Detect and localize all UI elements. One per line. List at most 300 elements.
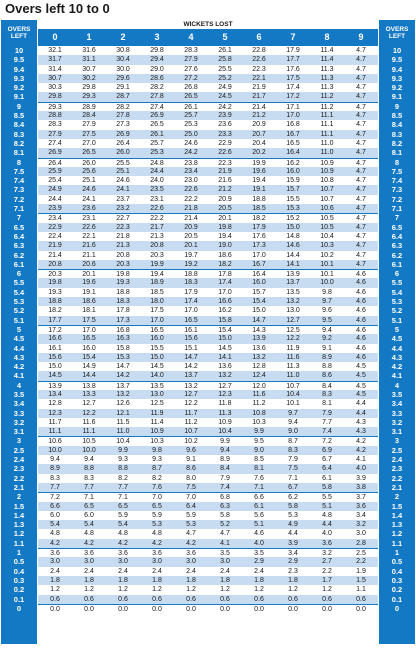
table-cell: 7.1	[254, 483, 264, 491]
table-cell: 5.1	[322, 502, 332, 510]
table-cell: 4.0	[254, 539, 264, 547]
table-row	[38, 158, 378, 167]
overs-left-label-right: 3.3	[391, 408, 403, 418]
table-cell: 16.5	[184, 316, 198, 324]
table-cell: 18.6	[218, 251, 232, 259]
overs-left-label-right: 5.3	[391, 297, 403, 307]
table-cell: 9.1	[322, 344, 332, 352]
table-cell: 13.5	[150, 382, 164, 390]
table-cell: 1.8	[254, 576, 264, 584]
table-cell: 13.9	[252, 335, 266, 343]
resource-grid	[38, 20, 378, 644]
overs-left-label-left: 5	[16, 324, 22, 334]
table-row	[38, 195, 378, 204]
overs-left-header-right: OVERS LEFT	[385, 26, 409, 40]
table-cell: 17.8	[218, 271, 232, 279]
table-cell: 19.8	[218, 223, 232, 231]
overs-left-label-right: 0.2	[391, 585, 403, 595]
table-cell: 11.2	[252, 400, 266, 408]
table-cell: 7.9	[288, 456, 298, 464]
table-cell: 15.9	[286, 177, 300, 185]
table-cell: 26.9	[150, 112, 164, 120]
table-cell: 1.8	[152, 576, 162, 584]
overs-left-label-left: 6.5	[13, 222, 25, 232]
overs-left-label-right: 9.1	[391, 92, 403, 102]
table-cell: 22.8	[252, 47, 266, 54]
table-cell: 1.8	[186, 576, 196, 584]
table-cell: 25.6	[82, 167, 96, 175]
table-cell: 27.9	[82, 121, 96, 129]
table-cell: 2.8	[356, 539, 366, 547]
overs-left-label-left: 1.3	[13, 520, 25, 530]
overs-left-label-right: 2	[394, 492, 400, 502]
table-cell: 19.0	[218, 242, 232, 250]
table-cell: 1.2	[118, 586, 128, 594]
table-cell: 31.4	[48, 65, 62, 73]
table-row	[38, 148, 378, 157]
table-cell: 15.8	[218, 316, 232, 324]
table-cell: 11.9	[286, 344, 300, 352]
table-cell: 21.3	[116, 242, 130, 250]
overs-left-label-right: 1.4	[391, 510, 403, 520]
table-cell: 12.1	[116, 409, 130, 417]
table-cell: 14.1	[286, 260, 300, 268]
table-cell: 5.8	[220, 511, 230, 519]
table-cell: 9.0	[288, 428, 298, 436]
table-row	[38, 567, 378, 576]
table-cell: 8.1	[322, 400, 332, 408]
table-cell: 15.0	[48, 363, 62, 371]
table-cell: 13.9	[286, 271, 300, 279]
table-cell: 30.7	[48, 74, 62, 82]
table-cell: 23.0	[184, 177, 198, 185]
table-cell: 9.4	[50, 456, 60, 464]
table-cell: 10.5	[82, 438, 96, 446]
overs-left-label-left: 4.3	[13, 352, 25, 362]
table-cell: 12.2	[184, 400, 198, 408]
overs-left-label-left: 4.1	[13, 371, 25, 381]
table-cell: 13.5	[286, 288, 300, 296]
table-cell: 14.7	[252, 316, 266, 324]
table-cell: 18.5	[150, 288, 164, 296]
table-cell: 16.1	[48, 344, 62, 352]
table-cell: 8.6	[186, 465, 196, 473]
table-cell: 7.1	[288, 474, 298, 482]
table-cell: 3.0	[84, 558, 94, 566]
table-cell: 10.9	[320, 159, 334, 167]
overs-left-label-right: 9.4	[391, 64, 403, 74]
table-cell: 10.1	[320, 271, 334, 279]
overs-left-label-right: 0.3	[391, 575, 403, 585]
table-cell: 13.2	[184, 382, 198, 390]
table-cell: 22.3	[218, 159, 232, 167]
table-cell: 4.7	[356, 186, 366, 194]
table-cell: 10.3	[252, 418, 266, 426]
table-cell: 25.4	[48, 177, 62, 185]
table-cell: 4.5	[356, 363, 366, 371]
table-cell: 23.4	[184, 167, 198, 175]
overs-left-label-right: 4.5	[391, 334, 403, 344]
table-cell: 24.1	[82, 195, 96, 203]
table-cell: 23.7	[116, 195, 130, 203]
table-cell: 1.2	[50, 586, 60, 594]
table-cell: 14.9	[82, 363, 96, 371]
overs-left-label-left: 9.5	[13, 55, 25, 65]
wickets-header-cell: 5	[222, 32, 228, 42]
table-row	[38, 102, 378, 111]
table-cell: 26.1	[218, 47, 232, 54]
table-cell: 27.3	[116, 121, 130, 129]
table-cell: 15.5	[286, 195, 300, 203]
table-cell: 12.3	[48, 409, 62, 417]
table-cell: 0.6	[322, 595, 332, 603]
table-cell: 7.4	[220, 483, 230, 491]
table-cell: 9.1	[186, 456, 196, 464]
table-cell: 29.8	[150, 47, 164, 54]
table-cell: 7.0	[152, 494, 162, 502]
table-cell: 28.7	[116, 93, 130, 101]
overs-left-label-left: 9.3	[13, 73, 25, 83]
table-cell: 16.0	[252, 279, 266, 287]
table-cell: 1.8	[118, 576, 128, 584]
table-cell: 8.7	[152, 465, 162, 473]
table-cell: 10.4	[218, 428, 232, 436]
table-cell: 14.8	[286, 232, 300, 240]
table-cell: 10.7	[286, 382, 300, 390]
table-cell: 1.1	[356, 586, 366, 594]
overs-left-label-left: 1.4	[13, 510, 25, 520]
table-cell: 22.1	[82, 232, 96, 240]
table-cell: 16.5	[286, 139, 300, 147]
table-cell: 17.0	[286, 112, 300, 120]
table-cell: 1.8	[50, 576, 60, 584]
overs-left-label-left: 0.2	[13, 585, 25, 595]
table-cell: 7.6	[152, 483, 162, 491]
table-cell: 7.2	[322, 438, 332, 446]
table-cell: 0.0	[220, 605, 230, 613]
table-row	[38, 251, 378, 260]
table-row	[38, 390, 378, 399]
table-cell: 9.7	[288, 409, 298, 417]
table-row	[38, 204, 378, 213]
table-row	[38, 520, 378, 529]
resource-table	[0, 20, 416, 644]
table-cell: 11.3	[320, 84, 334, 92]
table-row	[38, 278, 378, 287]
table-cell: 4.8	[84, 530, 94, 538]
overs-left-label-left: 8.5	[13, 111, 25, 121]
table-cell: 5.9	[118, 511, 128, 519]
table-cell: 11.4	[150, 418, 164, 426]
overs-left-label-left: 2.1	[13, 482, 25, 492]
table-cell: 13.7	[116, 382, 130, 390]
table-cell: 18.2	[218, 260, 232, 268]
table-cell: 24.8	[150, 159, 164, 167]
overs-left-label-right: 7.1	[391, 204, 403, 214]
table-cell: 22.6	[82, 223, 96, 231]
table-cell: 21.4	[252, 103, 266, 111]
table-cell: 2.4	[186, 567, 196, 575]
table-cell: 20.3	[116, 260, 130, 268]
table-row	[38, 130, 378, 139]
overs-left-label-right: 10	[392, 46, 402, 55]
overs-left-label-left: 0.3	[13, 575, 25, 585]
table-cell: 5.3	[152, 521, 162, 529]
table-cell: 10.7	[320, 186, 334, 194]
overs-left-label-right: 0.1	[391, 594, 403, 604]
table-cell: 2.7	[322, 558, 332, 566]
table-cell: 17.5	[286, 74, 300, 82]
table-cell: 17.4	[218, 279, 232, 287]
table-cell: 8.2	[152, 474, 162, 482]
table-cell: 20.4	[252, 139, 266, 147]
overs-left-label-right: 4.1	[391, 371, 403, 381]
table-cell: 11.6	[286, 353, 300, 361]
table-cell: 14.2	[116, 372, 130, 380]
table-cell: 1.2	[288, 586, 298, 594]
table-cell: 20.7	[252, 130, 266, 138]
table-cell: 14.1	[218, 353, 232, 361]
table-cell: 7.1	[84, 494, 94, 502]
table-cell: 10.8	[320, 177, 334, 185]
table-cell: 11.1	[320, 130, 334, 138]
overs-left-label-left: 3.4	[13, 399, 25, 409]
table-cell: 22.4	[48, 232, 62, 240]
overs-left-label-left: 8	[16, 157, 22, 167]
table-cell: 26.1	[184, 103, 198, 111]
wickets-header-cell: 6	[256, 32, 262, 42]
table-cell: 15.8	[116, 344, 130, 352]
table-cell: 2.3	[288, 567, 298, 575]
table-cell: 14.6	[286, 242, 300, 250]
table-cell: 4.2	[152, 539, 162, 547]
table-cell: 25.1	[82, 177, 96, 185]
table-row	[38, 409, 378, 418]
table-row	[38, 232, 378, 241]
table-cell: 4.6	[356, 307, 366, 315]
overs-left-label-left: 4.5	[13, 334, 25, 344]
table-cell: 21.3	[150, 232, 164, 240]
table-cell: 4.7	[356, 103, 366, 111]
table-cell: 24.4	[48, 195, 62, 203]
table-cell: 0.6	[118, 595, 128, 603]
table-cell: 5.9	[152, 511, 162, 519]
table-cell: 12.2	[286, 335, 300, 343]
table-cell: 5.5	[322, 494, 332, 502]
table-cell: 28.3	[184, 47, 198, 54]
table-cell: 3.0	[118, 558, 128, 566]
table-cell: 16.0	[150, 335, 164, 343]
table-cell: 16.5	[82, 335, 96, 343]
overs-left-label-left: 5.3	[13, 297, 25, 307]
table-cell: 16.4	[252, 271, 266, 279]
table-cell: 4.1	[356, 456, 366, 464]
table-row	[38, 241, 378, 250]
overs-left-label-left: 7.4	[13, 176, 25, 186]
table-cell: 24.1	[116, 186, 130, 194]
table-cell: 32.1	[48, 47, 62, 54]
table-cell: 29.4	[150, 56, 164, 64]
table-cell: 4.7	[356, 149, 366, 157]
table-cell: 0.0	[84, 605, 94, 613]
table-cell: 4.7	[356, 139, 366, 147]
table-cell: 4.7	[356, 74, 366, 82]
table-cell: 18.8	[184, 271, 198, 279]
table-cell: 13.8	[82, 382, 96, 390]
table-row	[38, 297, 378, 306]
table-cell: 7.5	[288, 465, 298, 473]
wickets-header-cell: 1	[86, 32, 92, 42]
table-cell: 23.5	[150, 186, 164, 194]
table-cell: 25.5	[116, 159, 130, 167]
table-cell: 4.6	[356, 326, 366, 334]
overs-left-label-left: 1.2	[13, 529, 25, 539]
table-cell: 6.0	[50, 511, 60, 519]
table-cell: 16.1	[184, 326, 198, 334]
table-cell: 18.8	[252, 195, 266, 203]
overs-left-label-left: 4.4	[13, 343, 25, 353]
table-cell: 8.4	[322, 382, 332, 390]
table-cell: 30.0	[116, 65, 130, 73]
table-cell: 10.8	[252, 409, 266, 417]
table-cell: 29.3	[48, 103, 62, 111]
table-cell: 15.4	[218, 326, 232, 334]
table-cell: 17.9	[184, 288, 198, 296]
table-cell: 4.7	[356, 260, 366, 268]
table-cell: 4.7	[356, 167, 366, 175]
table-cell: 19.4	[218, 232, 232, 240]
table-row	[38, 74, 378, 83]
table-cell: 16.7	[252, 260, 266, 268]
table-cell: 14.5	[48, 372, 62, 380]
table-cell: 8.3	[84, 474, 94, 482]
table-cell: 30.2	[82, 74, 96, 82]
table-cell: 18.1	[82, 307, 96, 315]
overs-left-label-right: 2.5	[391, 445, 403, 455]
table-cell: 25.2	[218, 74, 232, 82]
overs-left-label-right: 0.4	[391, 566, 403, 576]
overs-left-label-right: 3.5	[391, 389, 403, 399]
table-cell: 9.0	[254, 446, 264, 454]
wickets-header-cell: 2	[120, 32, 126, 42]
table-cell: 13.9	[48, 382, 62, 390]
table-cell: 16.7	[286, 130, 300, 138]
table-cell: 18.8	[48, 298, 62, 306]
table-cell: 21.1	[82, 251, 96, 259]
table-cell: 2.9	[288, 558, 298, 566]
table-cell: 4.5	[356, 390, 366, 398]
table-cell: 4.3	[356, 428, 366, 436]
table-cell: 4.6	[356, 353, 366, 361]
table-cell: 4.7	[356, 47, 366, 54]
table-cell: 3.9	[288, 539, 298, 547]
table-cell: 4.7	[356, 159, 366, 167]
table-cell: 10.1	[286, 400, 300, 408]
table-row	[38, 446, 378, 455]
table-cell: 30.4	[116, 56, 130, 64]
table-cell: 2.5	[356, 550, 366, 558]
table-cell: 1.7	[322, 576, 332, 584]
table-cell: 20.6	[82, 260, 96, 268]
table-cell: 23.6	[82, 205, 96, 213]
table-cell: 13.2	[116, 390, 130, 398]
table-cell: 0.6	[254, 595, 264, 603]
table-cell: 27.6	[184, 65, 198, 73]
table-cell: 27.8	[116, 112, 130, 120]
table-cell: 19.1	[252, 186, 266, 194]
table-cell: 24.2	[184, 149, 198, 157]
table-cell: 21.7	[150, 223, 164, 231]
table-row	[38, 576, 378, 585]
table-cell: 17.7	[48, 316, 62, 324]
overs-left-label-right: 4.4	[391, 343, 403, 353]
table-cell: 7.7	[118, 483, 128, 491]
overs-left-label-left: 6.1	[13, 259, 25, 269]
table-cell: 6.1	[254, 502, 264, 510]
table-cell: 0.0	[288, 605, 298, 613]
table-cell: 23.4	[48, 215, 62, 223]
table-cell: 18.5	[252, 205, 266, 213]
overs-left-label-right: 8.2	[391, 138, 403, 148]
overs-left-label-right: 8	[394, 157, 400, 167]
table-cell: 27.0	[82, 139, 96, 147]
table-cell: 20.2	[252, 149, 266, 157]
overs-left-label-right: 6.2	[391, 250, 403, 260]
table-cell: 13.7	[184, 372, 198, 380]
table-cell: 10.5	[320, 215, 334, 223]
table-cell: 4.6	[356, 288, 366, 296]
overs-left-label-right: 1.2	[391, 529, 403, 539]
overs-left-label-right: 7.4	[391, 176, 403, 186]
overs-left-label-right: 4.2	[391, 362, 403, 372]
table-cell: 17.0	[150, 316, 164, 324]
table-cell: 10.0	[320, 279, 334, 287]
table-row	[38, 316, 378, 325]
table-row	[38, 455, 378, 464]
table-cell: 9.4	[84, 456, 94, 464]
table-row	[38, 436, 378, 445]
table-cell: 4.4	[322, 521, 332, 529]
table-cell: 21.9	[48, 242, 62, 250]
table-cell: 23.2	[116, 205, 130, 213]
table-cell: 4.5	[356, 382, 366, 390]
page-title: Overs left 10 to 0	[5, 1, 110, 16]
table-cell: 23.6	[218, 121, 232, 129]
table-row	[38, 371, 378, 380]
table-cell: 9.4	[220, 446, 230, 454]
table-cell: 8.5	[254, 456, 264, 464]
table-cell: 17.8	[116, 307, 130, 315]
overs-left-label-left: 1.1	[13, 538, 25, 548]
table-cell: 26.0	[116, 149, 130, 157]
table-cell: 4.7	[356, 177, 366, 185]
overs-left-label-left: 3	[16, 436, 22, 446]
table-cell: 19.8	[48, 279, 62, 287]
table-cell: 11.0	[320, 149, 334, 157]
table-cell: 17.4	[286, 84, 300, 92]
table-cell: 1.8	[84, 576, 94, 584]
table-cell: 5.3	[186, 521, 196, 529]
table-cell: 1.2	[84, 586, 94, 594]
overs-left-label-left: 8.4	[13, 120, 25, 130]
table-cell: 19.3	[48, 288, 62, 296]
overs-left-label-left: 0.4	[13, 566, 25, 576]
table-cell: 4.4	[288, 530, 298, 538]
table-cell: 0.0	[186, 605, 196, 613]
table-cell: 15.5	[150, 344, 164, 352]
table-cell: 29.8	[48, 93, 62, 101]
table-cell: 4.1	[220, 539, 230, 547]
